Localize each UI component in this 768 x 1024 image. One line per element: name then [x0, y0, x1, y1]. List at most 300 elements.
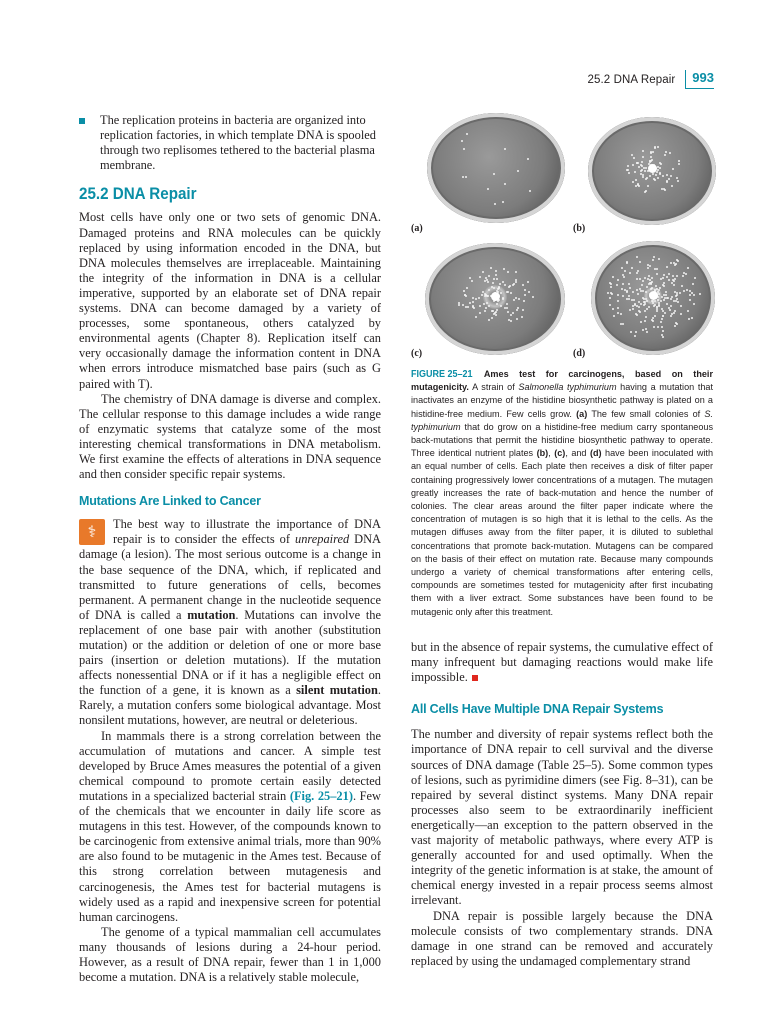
colony: [692, 283, 694, 285]
colony: [680, 313, 682, 315]
colony: [609, 297, 611, 299]
colony: [632, 181, 634, 183]
colony: [495, 314, 497, 316]
colony: [627, 169, 629, 171]
page-number: 993: [685, 70, 714, 89]
colony: [676, 259, 678, 261]
petri-plate-b: [588, 117, 716, 225]
colony: [662, 330, 664, 332]
colony: [642, 176, 644, 178]
colony: [496, 303, 498, 305]
colony: [506, 303, 508, 305]
colony: [648, 275, 650, 277]
colony: [639, 311, 641, 313]
running-head-section: 25.2 DNA Repair: [587, 73, 676, 86]
colony: [507, 271, 509, 273]
colony: [640, 170, 642, 172]
figure-reference-link[interactable]: (Fig. 25–21): [289, 788, 353, 803]
colony: [635, 179, 637, 181]
colony: [465, 295, 467, 297]
colony: [629, 287, 631, 289]
colony: [484, 310, 486, 312]
colony: [633, 157, 635, 159]
colony: [699, 293, 701, 295]
plate-label-a: (a): [411, 223, 423, 234]
colony: [636, 162, 638, 164]
colony: [491, 310, 493, 312]
colony: [691, 317, 693, 319]
subsection-title-repair: All Cells Have Multiple DNA Repair Systems: [411, 702, 664, 717]
colony: [647, 267, 649, 269]
colony: [510, 320, 512, 322]
colony: [665, 151, 667, 153]
colony: [662, 315, 664, 317]
colony: [458, 304, 460, 306]
colony: [471, 280, 473, 282]
colony: [647, 185, 649, 187]
colony: [672, 275, 674, 277]
figure-number: FIGURE 25–21: [411, 369, 473, 380]
colony: [639, 278, 641, 280]
colony: [506, 307, 508, 309]
colony: [654, 146, 656, 148]
colony: [610, 286, 612, 288]
colony: [689, 299, 691, 301]
colony: [655, 174, 657, 176]
colony: [640, 303, 642, 305]
colony: [518, 298, 520, 300]
colony: [630, 331, 632, 333]
intro-paragraph-1: Most cells have only one or two sets of genomic DNA. Damaged proteins and RNA molecules can be quickly replaced by using information encoded in the DNA, but DNA molecules themselves are irreplaceable. Maintaining the integrity of the information in DNA is a cellular imperative, supported by an elaborate set of DNA repair systems. DNA can become damaged by a variety of processes, some spontaneous, others catalyzed by environmental agents (Chapter 8). Replication itself can very occasionally damage the information content in DNA when errors introduce mismatched base pairs (such as G paired with T).: [79, 210, 381, 391]
colony: [646, 177, 648, 179]
colony: [522, 284, 524, 286]
colony: [479, 305, 481, 307]
colony: [644, 310, 646, 312]
colony: [680, 305, 682, 307]
colony: [627, 165, 629, 167]
colony: [670, 305, 672, 307]
colony: [488, 289, 490, 291]
colony: [674, 325, 676, 327]
colony: [655, 285, 657, 287]
colony: [641, 161, 643, 163]
colony: [639, 261, 641, 263]
colony: [487, 188, 489, 190]
colony: [513, 299, 515, 301]
colony: [495, 270, 497, 272]
colony: [675, 263, 677, 265]
colony: [670, 315, 672, 317]
colony: [682, 275, 684, 277]
colony: [527, 158, 529, 160]
colony: [671, 185, 673, 187]
bullet-square-icon: [79, 118, 85, 124]
colony: [612, 308, 614, 310]
colony: [642, 290, 644, 292]
right-column-text: [411, 640, 713, 969]
colony: [668, 279, 670, 281]
colony: [466, 287, 468, 289]
colony: [517, 170, 519, 172]
colony: [634, 171, 636, 173]
colony: [491, 317, 493, 319]
colony: [644, 170, 646, 172]
colony: [642, 156, 644, 158]
colony: [642, 280, 644, 282]
colony: [639, 288, 641, 290]
colony: [496, 309, 498, 311]
colony: [465, 176, 467, 178]
colony: [676, 177, 678, 179]
right-paragraph-continued: but in the absence of repair systems, the cumulative effect of many infrequent but damaging reactions would make life impossible.: [411, 640, 713, 685]
colony: [506, 291, 508, 293]
colony: [467, 306, 469, 308]
term-mutation: mutation: [187, 607, 236, 622]
term-silent-mutation: silent mutation: [296, 683, 378, 698]
colony: [662, 336, 664, 338]
colony: [524, 294, 526, 296]
colony: [650, 156, 652, 158]
colony: [688, 318, 690, 320]
colony: [512, 312, 514, 314]
colony: [626, 290, 628, 292]
colony: [621, 267, 623, 269]
colony: [463, 148, 465, 150]
colony: [649, 265, 651, 267]
colony: [689, 294, 691, 296]
colony: [659, 167, 661, 169]
colony: [515, 271, 517, 273]
colony: [645, 316, 647, 318]
colony: [620, 313, 622, 315]
colony: [469, 302, 471, 304]
colony: [636, 289, 638, 291]
colony: [660, 300, 662, 302]
colony: [646, 286, 648, 288]
colony: [532, 296, 534, 298]
colony: [607, 292, 609, 294]
colony: [661, 326, 663, 328]
colony: [676, 323, 678, 325]
repair-paragraph-1: The number and diversity of repair systems reflect both the importance of DNA repair to cell survival and the diverse sources of DNA damage (Table 25–5). Some common types of lesions, such as pyrimidine dimers (see Fig. 8–31), can be repaired by several distinct systems. Many DNA repair processes also seem to be extraordinarily inefficient energetically—an exception to the pattern observed in the vast majority of metabolic pathways, where every ATP is generally accounted for and used optimally. When the integrity of the genetic information is at stake, the amount of chemical energy invested in a repair process seems almost irrelevant.: [411, 727, 713, 908]
colony: [504, 183, 506, 185]
colony: [509, 285, 511, 287]
colony: [645, 328, 647, 330]
colony: [664, 154, 666, 156]
colony: [683, 290, 685, 292]
plate-label-d: (d): [573, 348, 586, 359]
colony: [628, 298, 630, 300]
colony: [685, 273, 687, 275]
colony: [636, 272, 638, 274]
colony: [617, 294, 619, 296]
colony: [673, 284, 675, 286]
colony: [669, 309, 671, 311]
colony: [686, 289, 688, 291]
colony: [529, 190, 531, 192]
colony: [636, 278, 638, 280]
colony: [656, 273, 658, 275]
colony: [656, 310, 658, 312]
colony: [666, 174, 668, 176]
intro-paragraph-2: The chemistry of DNA damage is diverse and complex. The cellular response to this damage includes a wide range of enzymatic systems that catalyze some of the most interesting chemical transformations in DNA metabolism. We first examine the effects of alterations in DNA sequence and then consider specific repair systems.: [79, 391, 381, 482]
colony: [510, 292, 512, 294]
colony: [657, 177, 659, 179]
colony: [515, 281, 517, 283]
colony: [641, 284, 643, 286]
colony: [662, 284, 664, 286]
colony: [631, 267, 633, 269]
colony: [662, 175, 664, 177]
colony: [661, 296, 663, 298]
colony: [516, 318, 518, 320]
colony: [493, 278, 495, 280]
colony: [504, 148, 506, 150]
colony: [628, 172, 630, 174]
colony: [687, 267, 689, 269]
colony: [634, 335, 636, 337]
colony: [663, 282, 665, 284]
colony: [658, 293, 660, 295]
colony: [652, 302, 654, 304]
petri-plate-a: [427, 113, 565, 223]
colony: [617, 312, 619, 314]
colony: [677, 180, 679, 182]
colony: [478, 297, 480, 299]
colony: [670, 175, 672, 177]
colony: [666, 303, 668, 305]
colony: [521, 316, 523, 318]
colony: [647, 264, 649, 266]
colony: [493, 173, 495, 175]
colony: [675, 295, 677, 297]
colony: [652, 320, 654, 322]
running-head: [588, 70, 715, 89]
colony: [503, 268, 505, 270]
colony: [490, 267, 492, 269]
colony: [481, 294, 483, 296]
colony: [475, 316, 477, 318]
repair-paragraph-2: DNA repair is possible largely because the DNA molecule consists of two complementary strands. DNA damage in one strand can be removed and accurately replaced by using the undamaged complementary strand: [411, 908, 713, 968]
colony: [635, 331, 637, 333]
colony: [667, 297, 669, 299]
colony: [494, 203, 496, 205]
colony: [674, 291, 676, 293]
colony: [657, 146, 659, 148]
colony: [488, 275, 490, 277]
colony: [670, 298, 672, 300]
colony: [458, 302, 460, 304]
colony: [515, 297, 517, 299]
colony: [610, 283, 612, 285]
colony: [609, 304, 611, 306]
colony: [466, 133, 468, 135]
figure-caption: FIGURE 25–21 Ames test for carcinogens, based on their mutagenicity. A strain of Salmonella typhimurium having a mutation that inactivates an enzyme of the histidine biosynthetic pathway is plated on a histidine-free medium. Few cells grow. (a) The few small colonies of S. typhimurium that do grow on a histidine-free medium carry spontaneous back-mutations that permit the histidine biosynthetic pathway to operate. Three identical nutrient plates (b), (c), and (d) have been inoculated with an equal number of cells. Each plate then receives a disk of filter paper containing progressively lower concentrations of a mutagen. The mutagen greatly increases the rate of back-mutation and hence the number of colonies. The clear areas around the filter paper indicate where the concentration of mutagen is so high that it is lethal to the cells. As the mutagen diffuses away from the filter paper, it is diluted to sublethal concentrations that promote back-mutation. Mutagens can be compared on the basis of their effect on mutation rate. Because many compounds undergo a variety of chemical transformations after entering cells, compounds are sometimes tested for mutagenicity after first incubating them with a liver extract. Some substances have been found to be mutagenic only after this treatment.: [411, 369, 714, 617]
colony: [656, 268, 658, 270]
colony: [623, 276, 625, 278]
filter-paper-disk: [649, 291, 658, 300]
colony: [620, 323, 622, 325]
colony: [668, 307, 670, 309]
colony: [499, 283, 501, 285]
subsection-title-mutations: Mutations Are Linked to Cancer: [79, 494, 261, 509]
colony: [617, 307, 619, 309]
colony: [653, 256, 655, 258]
colony: [676, 298, 678, 300]
colony: [654, 315, 656, 317]
colony: [654, 268, 656, 270]
colony: [622, 283, 624, 285]
colony: [629, 272, 631, 274]
colony: [687, 310, 689, 312]
colony: [665, 291, 667, 293]
colony: [617, 300, 619, 302]
colony: [646, 331, 648, 333]
colony: [676, 275, 678, 277]
colony: [498, 286, 500, 288]
filter-paper-disk: [491, 292, 500, 301]
colony: [665, 294, 667, 296]
colony: [479, 312, 481, 314]
colony: [663, 299, 665, 301]
colony: [631, 154, 633, 156]
colony: [624, 270, 626, 272]
colony: [485, 307, 487, 309]
petri-plate-d: [591, 241, 715, 355]
colony: [479, 276, 481, 278]
colony: [516, 309, 518, 311]
bullet-text: The replication proteins in bacteria are organized into replication factories, in which template DNA is spooled through two replisomes tethered to the bacterial plasma membrane.: [100, 113, 376, 173]
colony: [613, 315, 615, 317]
colony: [484, 280, 486, 282]
colony: [528, 291, 530, 293]
colony: [492, 282, 494, 284]
colony: [673, 280, 675, 282]
colony: [644, 320, 646, 322]
colony: [658, 258, 660, 260]
colony: [653, 326, 655, 328]
colony: [633, 299, 635, 301]
figure-title: Ames test for carcinogens, based on their mutagenicity.: [411, 369, 713, 393]
colony: [694, 277, 696, 279]
colony: [652, 259, 654, 261]
medicine-icon: ⚕: [79, 519, 105, 545]
colony: [507, 311, 509, 313]
colony: [656, 171, 658, 173]
colony: [632, 164, 634, 166]
colony: [504, 284, 506, 286]
colony: [641, 165, 643, 167]
colony: [672, 168, 674, 170]
colony: [461, 140, 463, 142]
colony: [636, 256, 638, 258]
colony: [513, 283, 515, 285]
colony: [673, 312, 675, 314]
colony: [632, 308, 634, 310]
colony: [645, 190, 647, 192]
bullet-item: [79, 113, 381, 173]
colony: [621, 288, 623, 290]
mutation-paragraph-3: The genome of a typical mammalian cell accumulates many thousands of lesions during a 24-hour period. However, as a result of DNA repair, fewer than 1 in 1,000 become a mutation. DNA is a relatively stable molecule,: [79, 924, 381, 985]
colony: [469, 277, 471, 279]
colony: [502, 281, 504, 283]
colony: [668, 178, 670, 180]
colony: [658, 305, 660, 307]
colony: [462, 176, 464, 178]
colony: [681, 285, 683, 287]
colony: [622, 295, 624, 297]
colony: [502, 201, 504, 203]
colony: [482, 271, 484, 273]
colony: [523, 300, 525, 302]
colony: [522, 309, 524, 311]
colony: [659, 172, 661, 174]
colony: [517, 307, 519, 309]
section-title: 25.2 DNA Repair: [79, 185, 197, 204]
colony: [678, 163, 680, 165]
colony: [491, 286, 493, 288]
colony: [495, 274, 497, 276]
colony: [693, 303, 695, 305]
colony: [643, 298, 645, 300]
mutation-paragraph-2: In mammals there is a strong correlation between the accumulation of mutations and cancer. A simple test developed by Bruce Ames measures the potential of a given chemical compound to promote certain easily detected mutations in a specialized bacterial strain (Fig. 25–21). Few of the chemicals that we encounter in daily life score as mutagens in this test. However, of the compounds known to be carcinogenic from extensive animal trials, more than 90% are also found to be mutagenic in the Ames test. Because of this strong correlation between mutagenesis and carcinogenesis, the Ames test for bacterial mutagens is widely used as a rapid and inexpensive screen for potential human carcinogens.: [79, 728, 381, 924]
colony: [668, 273, 670, 275]
colony: [616, 284, 618, 286]
plate-label-b: (b): [573, 223, 586, 234]
colony: [472, 297, 474, 299]
colony: [642, 150, 644, 152]
colony: [666, 266, 668, 268]
colony: [612, 276, 614, 278]
colony: [679, 292, 681, 294]
mutation-paragraph-1: ⚕ The best way to illustrate the importance of DNA repair is to consider the effects of unrepaired DNA damage (a lesion). The most serious outcome is a change in the base sequence of the DNA, which, if replicated and transmitted to future generations of cells, becomes permanent. A permanent change in the nucleotide sequence of DNA is called a mutation. Mutations can involve the replacement of one base pair with another (substitution mutation) or the addition or deletion of one or more base pairs (insertion or deletion mutations). If the mutation affects nonessential DNA or if it has a negligible effect on the function of a gene, it is known as a silent mutation. Rarely, a mutation confers some biological advantage. Most nonsilent mutations, however, are neutral or deleterious.: [79, 517, 381, 728]
filter-paper-disk: [648, 164, 657, 173]
colony: [527, 281, 529, 283]
colony: [463, 290, 465, 292]
colony: [670, 262, 672, 264]
colony: [637, 293, 639, 295]
colony: [462, 304, 464, 306]
end-of-section-icon: [472, 675, 478, 681]
colony: [622, 323, 624, 325]
colony: [638, 306, 640, 308]
colony: [644, 277, 646, 279]
colony: [472, 306, 474, 308]
colony: [487, 281, 489, 283]
colony: [661, 318, 663, 320]
colony: [632, 291, 634, 293]
colony: [651, 277, 653, 279]
colony: [693, 294, 695, 296]
colony: [648, 306, 650, 308]
left-column: [79, 113, 381, 985]
colony: [657, 326, 659, 328]
colony: [488, 319, 490, 321]
colony: [666, 276, 668, 278]
colony: [629, 309, 631, 311]
colony: [650, 152, 652, 154]
colony: [660, 321, 662, 323]
colony: [628, 283, 630, 285]
colony: [645, 167, 647, 169]
colony: [677, 301, 679, 303]
colony: [617, 279, 619, 281]
colony: [669, 152, 671, 154]
colony: [640, 321, 642, 323]
colony: [638, 166, 640, 168]
petri-plate-c: [425, 243, 565, 355]
colony: [524, 289, 526, 291]
